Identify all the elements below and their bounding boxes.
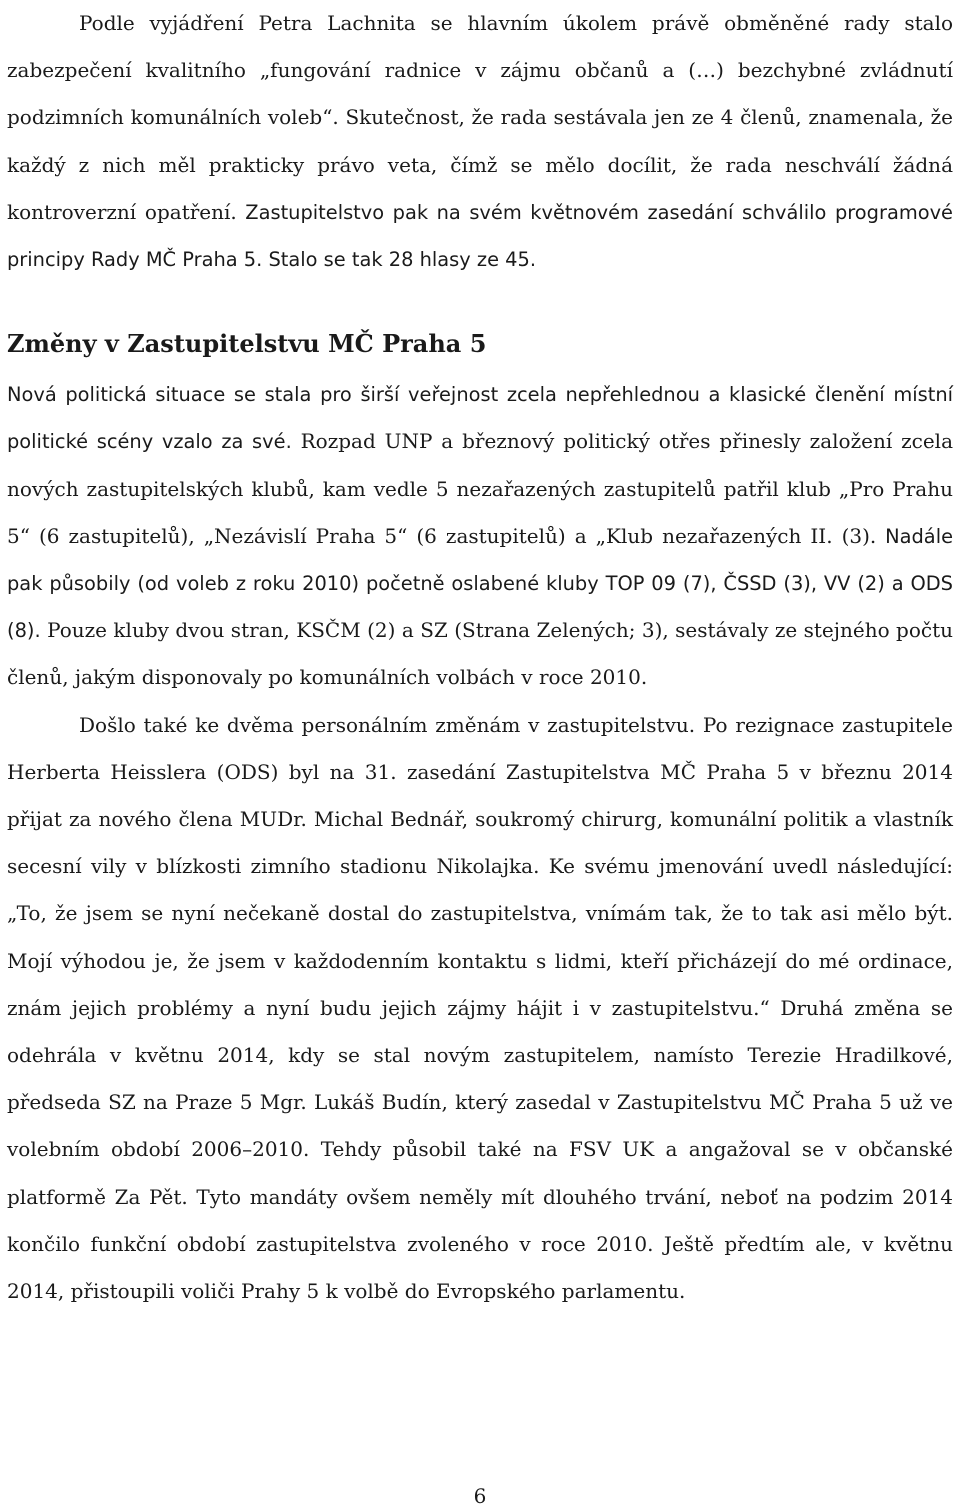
paragraph-personnel-text-8: Lukáš Budín, který zasedal v Zastupitelstvu MČ Praha 5 už ve volebním období 2006–2010. bbox=[7, 1090, 953, 1162]
page-content bbox=[7, 0, 953, 1315]
paragraph-intro-text-1: Podle vyjádření Petra Lachnita se hlavním úkolem právě obměněné rady stalo zabezpečení kvalitního „fungování radnice v zájmu občanů a (…) bezchybné zvládnutí podzimních komunálních voleb“. Skutečnost, že rada sestávala jen ze 4 členů, znamenala, že každý z nich měl prakticky právo veta, čímž se mělo docílit, že rada neschválí žádná kontroverzní opatření. bbox=[7, 11, 953, 224]
paragraph-personnel-text-4: Michal Bednář, soukromý chirurg, komunální politik a vlastník secesní vily v blízkosti zimního stadionu Nikolajka. bbox=[7, 807, 953, 879]
paragraph-personnel-text-1: Došlo také ke dvěma personálním změnám v zastupitelstvu. bbox=[79, 712, 696, 737]
paragraph-changes-text-2: Rozpad UNP a březnový politický otřes přinesly založení zcela nových zastupitelských klubů, kam vedle 5 nezařazených zastupitelů patřil klub „Pro Prahu 5“ (6 zastupitelů), „Nezávislí Praha 5“ (6 zastupitelů) a „Klub nezařazených II. (3). bbox=[7, 429, 953, 548]
paragraph-personnel-text-6: Mojí výhodou je, že jsem v každodenním kontaktu s lidmi, kteří přicházejí do mé ordinace, znám jejich problémy a nyní budu jejich zájmy hájit i v zastupitelstvu.“ bbox=[7, 948, 953, 1020]
paragraph-changes-text-4: Pouze kluby dvou stran, KSČM (2) a SZ (Strana Zelených; 3), sestávaly ze stejného počtu členů, jakým disponovaly po komunálních volbách v roce 2010. bbox=[7, 618, 953, 690]
section-heading: Změny v Zastupitelstvu MČ Praha 5 bbox=[7, 329, 487, 359]
paragraph-personnel-text-5: Ke svému jmenování uvedl následující: „To, že jsem se nyní nečekaně dostal do zastupitelstva, vnímám tak, že to tak asi mělo být. bbox=[7, 854, 954, 926]
page-number: 6 bbox=[473, 1484, 487, 1508]
paragraph-intro-text-2: Zastupitelstvo pak na svém květnovém zasedání schválilo programové principy Rady MČ Praha 5. Stalo se tak 28 hlasy ze 45. bbox=[7, 200, 953, 272]
paragraph-personnel-text-7: Druhá změna se odehrála v květnu 2014, kdy se stal novým zastupitelem, namísto Terezie Hradilkové, předseda SZ na Praze 5 Mgr. bbox=[7, 995, 953, 1115]
paragraph-changes-text-3: Nadále pak působily (od voleb z roku 2010) početně oslabené kluby TOP 09 (7), ČSSD (3), VV (2) a ODS (8). bbox=[7, 524, 954, 643]
paragraph-personnel-text-10: Tyto mandáty ovšem neměly mít dlouhého trvání, neboť na podzim 2014 končilo funkční období zastupitelstva zvoleného v roce 2010. bbox=[7, 1184, 953, 1256]
paragraph-personnel-text-3: zasedání Zastupitelstva MČ Praha 5 v březnu 2014 přijat za nového člena MUDr. bbox=[7, 759, 953, 832]
paragraph-personnel-text-2: Po rezignace zastupitele Herberta Heisslera (ODS) byl na 31. bbox=[7, 712, 954, 784]
paragraph-intro bbox=[7, 0, 953, 283]
paragraph-personnel-text-11: Ještě předtím ale, v květnu 2014, přistoupili voliči Prahy 5 k volbě do Evropského parlamentu. bbox=[7, 1231, 953, 1304]
paragraph-personnel-text-9: Tehdy působil také na FSV UK a angažoval se v občanské platformě Za Pět. bbox=[7, 1137, 954, 1209]
paragraph-changes-text-1: Nová politická situace se stala pro širší veřejnost zcela nepřehlednou a klasické členění místní politické scény vzalo za své. bbox=[7, 383, 953, 454]
paragraph-personnel bbox=[7, 702, 953, 1316]
paragraph-changes bbox=[7, 371, 953, 701]
